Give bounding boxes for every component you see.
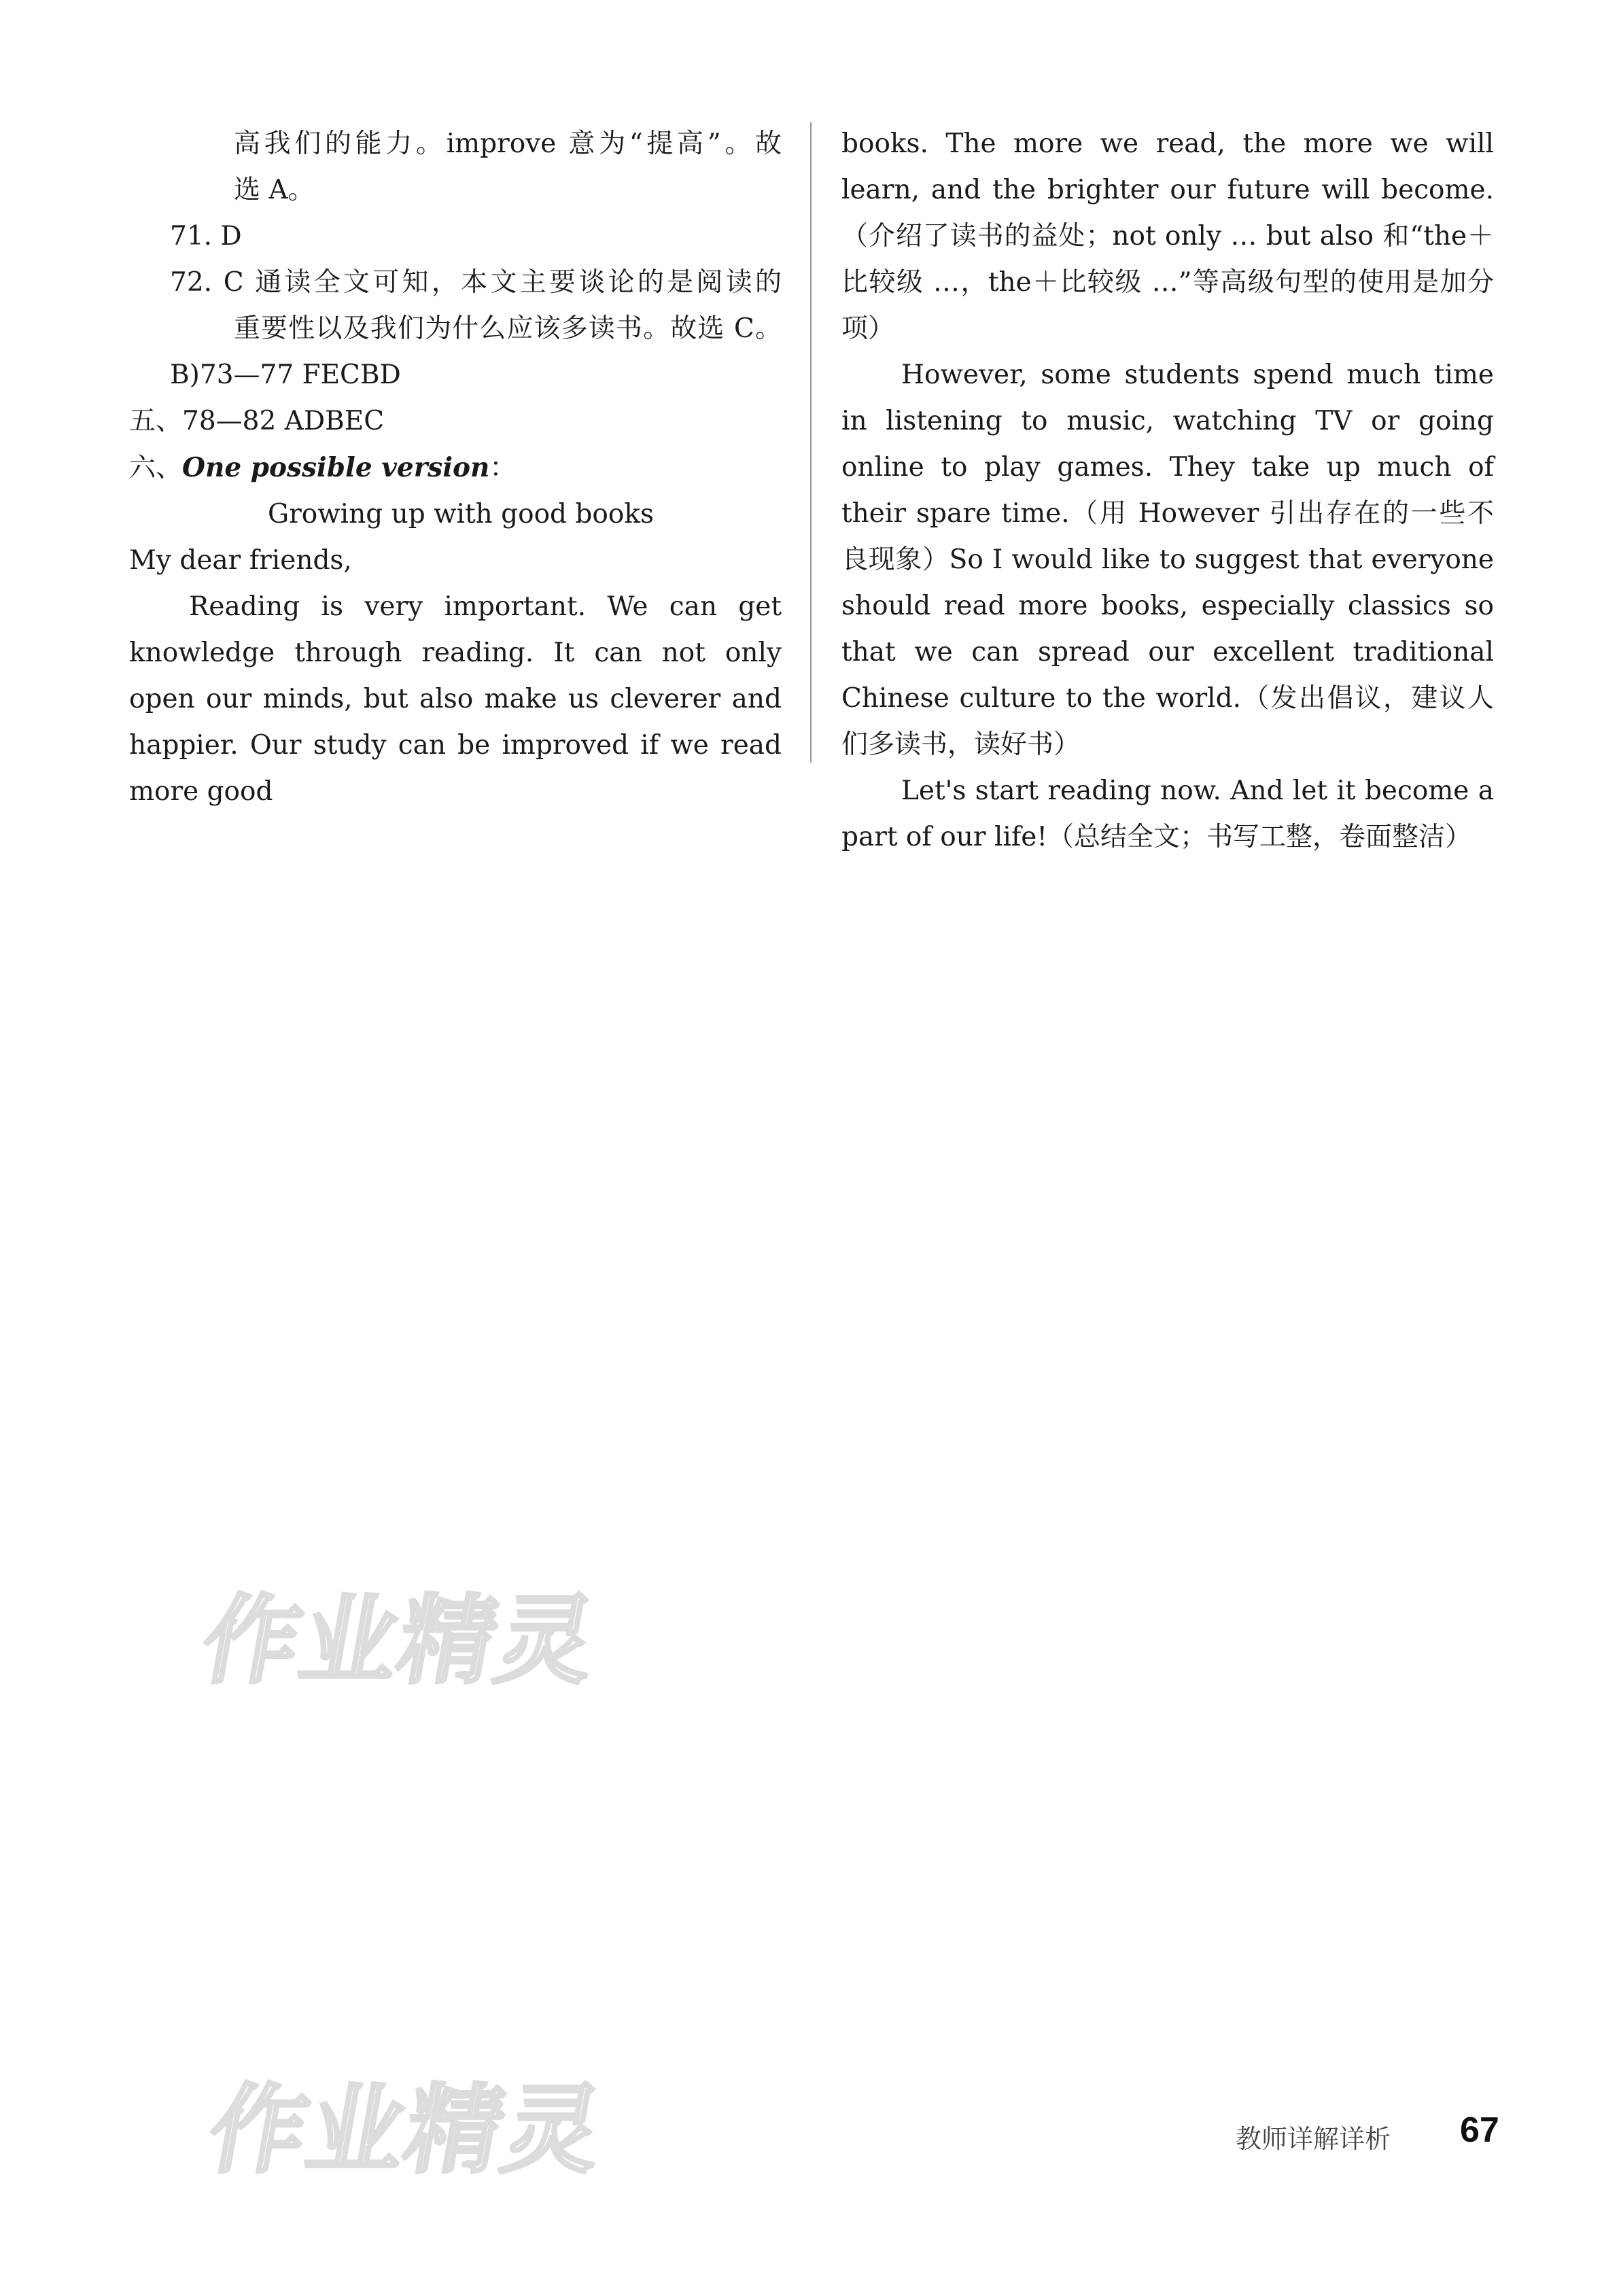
answer-72-line: 重要性以及我们为什么应该多读书。故选 C。 bbox=[234, 313, 782, 344]
answer-explanation-line: 选 A。 bbox=[234, 175, 315, 205]
answer-71: 71. D bbox=[170, 221, 242, 251]
left-column bbox=[129, 121, 782, 815]
watermark-logo: 作业精灵 bbox=[194, 1585, 606, 1697]
watermark-logo: 作业精灵 bbox=[201, 2074, 612, 2187]
footer-label: 教师详解详析 bbox=[1236, 2124, 1391, 2154]
essay-greeting: My dear friends, bbox=[129, 545, 352, 576]
essay-title: Growing up with good books bbox=[268, 499, 654, 529]
answer-72-line: 72. C 通读全文可知，本文主要谈论的是阅读的 bbox=[170, 267, 782, 298]
section-6-label: One possible version bbox=[182, 452, 490, 483]
essay-paragraph: Let's start reading now. And let it become a part of our life!（总结全文；书写工整，卷面整洁） bbox=[841, 776, 1494, 852]
essay-paragraph-continued: books. The more we read, the more we will learn, and the brighter our future will become.（介绍了读书的益处；not only … but also 和“the＋比较级 …，the＋比较级 …”等高级句型的使用是加分项） bbox=[841, 128, 1494, 344]
answer-explanation-line: 高我们的能力。improve 意为“提高”。故 bbox=[234, 128, 782, 159]
right-column bbox=[841, 121, 1494, 860]
section-6-heading bbox=[129, 445, 782, 491]
section-6-colon: ： bbox=[489, 453, 517, 483]
section-5-answers: 五、78—82 ADBEC bbox=[129, 406, 385, 436]
essay-paragraph: Reading is very important. We can get knowledge through reading. It can not only open our minds, but also make us cleverer and happier. Our study can be improved if we read more good bbox=[129, 591, 782, 807]
answer-b-73-77: B)73—77 FECBD bbox=[170, 360, 401, 390]
column-divider bbox=[810, 122, 812, 763]
essay-paragraph: However, some students spend much time in listening to music, watching TV or going online to play games. They take up much of their spare time.（用 However 引出存在的一些不良现象）So I would like to suggest that everyone should read more books, especially classics so that we can spread our excellent traditional Chinese culture to the world.（发出倡议，建议人们多读书，读好书） bbox=[841, 360, 1494, 760]
section-6-prefix: 六、 bbox=[129, 453, 183, 483]
page-number: 67 bbox=[1460, 2110, 1499, 2150]
